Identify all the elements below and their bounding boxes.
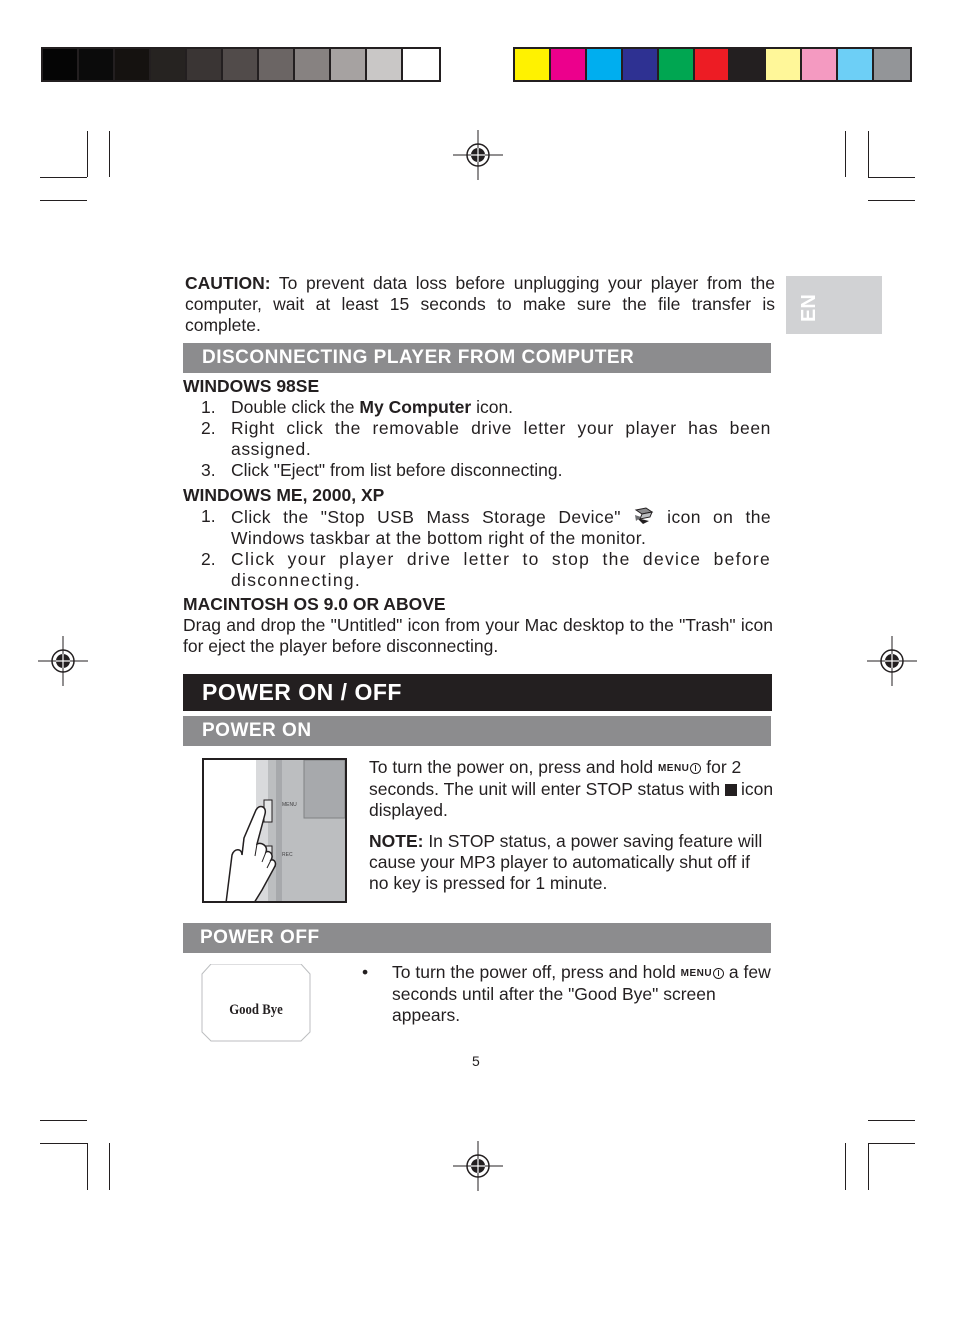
power-on-illustration [202,758,347,903]
crop-mark [109,131,110,177]
section-title: POWER OFF [200,927,320,948]
windows-98se-steps [201,397,771,481]
crop-mark [868,177,915,178]
registration-target-icon [867,636,917,686]
crop-mark [845,1143,846,1190]
step-text: Click your player drive letter to stop the device before disconnecting. [231,549,771,590]
color-swatch [659,49,695,80]
power-title: POWER ON / OFF [202,679,402,705]
crop-mark [868,1143,915,1144]
power-on-text-end: icon displayed. [369,778,774,820]
section-title: POWER ON [202,720,312,741]
crop-mark [868,1143,869,1190]
color-swatch [187,49,223,80]
windows-me-steps [201,506,771,591]
power-off-paragraph [392,962,774,1026]
crop-mark [87,131,88,177]
title-bar-power [183,674,772,711]
note-text: In STOP status, a power saving feature will cause your MP3 player to automatically shut off if no key is pressed for 1 minute. [369,831,763,893]
power-icon [690,763,701,774]
color-swatch [367,49,403,80]
stop-icon [725,784,737,796]
registration-target-icon [453,1141,503,1191]
crop-mark [40,200,87,201]
usb-stop-icon [633,506,655,526]
note-label: NOTE: [369,831,424,851]
color-bar [513,47,912,82]
color-swatch [766,49,802,80]
color-swatch [79,49,115,80]
crop-mark [40,1143,87,1144]
list-item [201,418,771,460]
player-side-illustration [204,760,345,901]
heading-windows-me: WINDOWS ME, 2000, XP [183,485,385,505]
color-swatch [115,49,151,80]
step-text [231,506,771,549]
heading-windows-98se: WINDOWS 98SE [183,376,320,396]
power-icon [713,968,724,979]
menu-key-label: MENU [657,762,690,774]
step-number: 2. [201,418,216,438]
color-swatch [223,49,259,80]
color-swatch [43,49,79,80]
color-swatch [838,49,874,80]
caution-label: CAUTION: [185,273,271,293]
step-text [231,397,771,418]
list-item [201,549,771,591]
step-text-bold: My Computer [359,397,472,417]
color-swatch [331,49,367,80]
grayscale-bar [41,47,441,82]
crop-mark [40,1120,87,1121]
registration-target-icon [453,130,503,180]
color-swatch [295,49,331,80]
power-off-text-pre: To turn the power off, press and hold [392,962,681,982]
power-on-text-pre: To turn the power on, press and hold [369,757,658,777]
crop-mark [40,177,87,178]
step-text-post: icon. [471,397,514,417]
language-tab [786,276,882,334]
list-item [201,397,771,418]
section-header-disconnecting [183,343,771,373]
step-number: 3. [201,460,216,480]
color-swatch [695,49,731,80]
rec-label: REC [282,852,293,858]
caution-paragraph [185,273,775,336]
color-swatch [151,49,187,80]
crop-mark [845,131,846,177]
color-swatch [259,49,295,80]
menu-key-label: MENU [680,967,713,979]
step-text-pre: Double click the [231,397,360,417]
macintosh-text: Drag and drop the "Untitled" icon from your Mac desktop to the "Trash" icon for eject the player before disconnecting. [183,615,773,656]
caution-text: To prevent data loss before unplugging your player from the computer, wait at least 15 seconds to make sure the file transfer is complete. [185,273,775,335]
crop-mark [868,200,915,201]
step-text: Right click the removable drive letter your player has been assigned. [231,418,771,459]
step-text: Click "Eject" from list before disconnecting. [231,460,563,480]
color-swatch [551,49,587,80]
registration-target-icon [38,636,88,686]
list-item [201,506,771,549]
step-number: 1. [201,506,216,526]
color-swatch [515,49,551,80]
step-text-post: icon on the Windows taskbar at the bottom right of the monitor. [231,507,771,548]
color-swatch [403,49,439,80]
section-header-power-on [183,716,771,746]
step-number: 2. [201,549,216,569]
goodbye-screen [201,964,311,1042]
power-on-text-post: for 2 seconds. The unit will enter STOP status with [369,757,742,799]
crop-mark [87,1143,88,1190]
crop-mark [868,131,869,177]
list-item [201,460,771,481]
goodbye-text: Good Bye [229,1002,283,1018]
color-swatch [587,49,623,80]
color-swatch [730,49,766,80]
heading-macintosh: MACINTOSH OS 9.0 OR ABOVE [183,594,446,614]
step-text-pre: Click the "Stop USB Mass Storage Device" [231,507,633,527]
menu-label: MENU [282,802,297,808]
crop-mark [109,1143,110,1190]
color-swatch [802,49,838,80]
step-number: 1. [201,397,216,417]
color-swatch [874,49,910,80]
crop-mark [868,1120,915,1121]
section-header-power-off [183,923,771,953]
section-title: DISCONNECTING PLAYER FROM COMPUTER [202,347,635,368]
color-swatch [623,49,659,80]
power-on-paragraph [369,757,774,821]
power-off-bullet: • [362,962,369,982]
language-tab-label: EN [798,294,820,322]
power-on-note [369,831,774,894]
power-off-text-post: a few seconds until after the "Good Bye" screen appears. [392,962,771,1025]
page-number: 5 [472,1053,480,1069]
